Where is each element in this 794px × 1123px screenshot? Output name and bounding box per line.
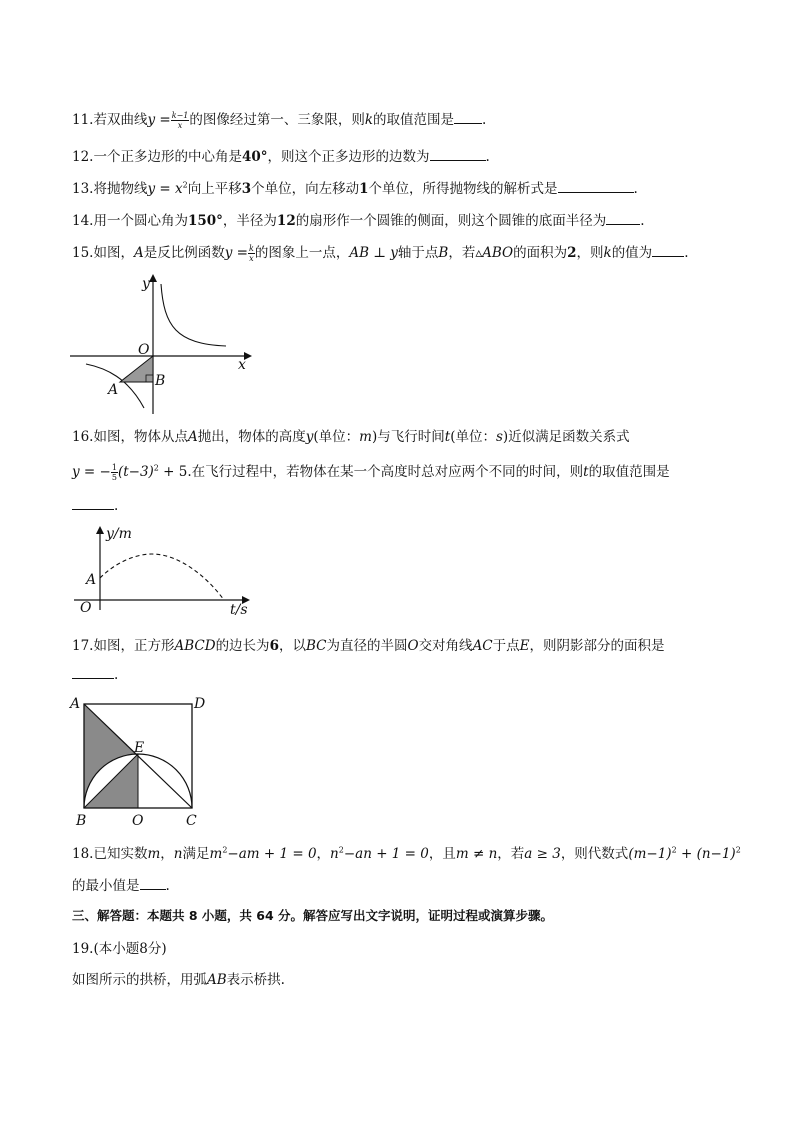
answer-blank[interactable]: [454, 111, 482, 124]
answer-blank[interactable]: [652, 244, 684, 257]
fraction: $\frac{k-1}{x}$: [171, 111, 189, 130]
trajectory: [100, 554, 224, 600]
hyperbola-branch-1: [161, 284, 226, 346]
answer-blank[interactable]: [72, 666, 114, 679]
q15-figure: [66, 268, 256, 418]
question-17-line-1: 17.如图，正方形ABCD的边长为6，以BC为直径的半圆O交对角线AC于点E，则阴影部分的面积是: [72, 638, 665, 654]
q16-figure: [70, 522, 260, 618]
question-19-title: 19.(本小题8分): [72, 941, 167, 957]
label-O: O: [138, 342, 150, 358]
question-17-line-2: .: [72, 666, 118, 683]
label-E: E: [134, 740, 145, 756]
question-16-line-1: 16.如图，物体从点A抛出，物体的高度y(单位：m)与飞行时间t(单位：s)近似满足函数关系式: [72, 429, 630, 445]
label-x: x: [238, 357, 246, 373]
label-A: A: [86, 572, 97, 588]
question-19-text: 如图所示的拱桥，用弧AB表示桥拱.: [72, 972, 285, 988]
fraction: $\frac{1}{5}$: [111, 463, 117, 482]
answer-blank[interactable]: [140, 877, 166, 890]
y-axis-arrow: [149, 274, 157, 282]
answer-blank[interactable]: [606, 212, 640, 225]
question-16-line-2: y = − $\frac{1}{5}$ $(t-3)^2 + 5$.在飞行过程中，若物体在某一个高度时总对应两个不同的时间，则t的取值范围是: [72, 463, 670, 482]
question-12: 12.一个正多边形的中心角是40°，则这个正多边形的边数为 .: [72, 149, 490, 165]
question-18-line-2: 的最小值是 .: [72, 878, 170, 894]
label-B: B: [76, 813, 87, 829]
label-B: B: [155, 373, 166, 389]
question-16-line-3: .: [72, 497, 118, 514]
answer-blank[interactable]: [72, 497, 114, 510]
question-15: 15.如图，A是反比例函数y = $\frac{k}{x}$ 的图象上一点，AB ⊥ y轴于点B，若▵ABO的面积为2，则k的值为 .: [72, 244, 689, 263]
triangle-ABO: [120, 356, 153, 382]
label-ylabel: y/m: [106, 526, 132, 542]
label-A: A: [70, 696, 81, 712]
label-A: A: [108, 382, 119, 398]
question-14: 14.用一个圆心角为150°，半径为12的扇形作一个圆锥的侧面，则这个圆锥的底面半径为 .: [72, 213, 645, 229]
question-11: 11.若双曲线y = $\frac{k-1}{x}$ 的图像经过第一、三象限，则k的取值范围是 .: [72, 111, 487, 130]
answer-blank[interactable]: [558, 180, 634, 193]
y-axis-arrow: [96, 526, 104, 534]
fraction: $\frac{k}{x}$: [248, 244, 254, 263]
label-O: O: [132, 813, 144, 829]
question-13: 13.将抛物线$y = x^2$向上平移3个单位，向左移动1个单位，所得抛物线的解析式是 .: [72, 180, 638, 197]
label-y: y: [142, 276, 150, 292]
label-tlabel: t/s: [230, 602, 248, 618]
section-3-heading: 三、解答题：本题共 8 小题，共 64 分。解答应写出文字说明，证明过程或演算步骤。: [72, 908, 554, 923]
label-O: O: [80, 600, 92, 616]
q17-figure: [66, 690, 216, 830]
label-D: D: [194, 696, 206, 712]
label-C: C: [186, 813, 197, 829]
question-18-line-1: 18.已知实数m，n满足$m^2-am + 1 = 0$，$n^2-an + 1 = 0$，且m ≠ n，若a ≥ 3，则代数式$(m-1)^2 + (n-1)^2$: [72, 845, 741, 862]
answer-blank[interactable]: [430, 148, 486, 161]
